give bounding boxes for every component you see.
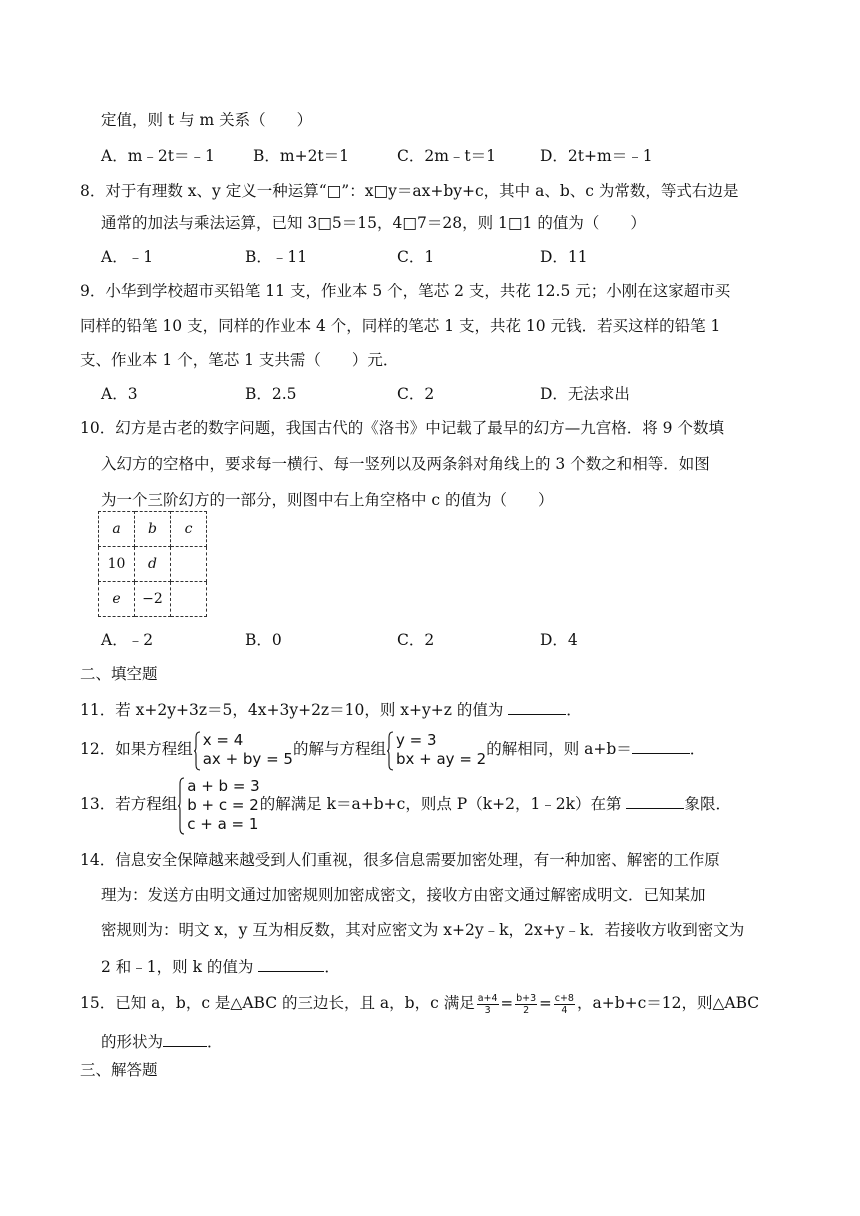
equation-system [177,777,259,834]
q8-line2: 通常的加法与乘法运算，已知 3□5＝15，4□7＝28，则 1□1 的值为（ ） [101,214,646,232]
grid-cell: −2 [135,582,171,617]
equation-line: bx + ay = 2 [395,750,487,768]
grid-cell: a [99,512,135,547]
q12-prefix: 12．如果方程组 [80,740,193,758]
fraction [554,993,575,1016]
equation-line: x = 4 [202,731,244,749]
equation-system [193,731,293,769]
brace-icon [386,731,394,771]
q8-option-c: C．1 [397,248,435,266]
answer-blank[interactable] [508,698,566,715]
q11-suffix: ． [566,701,582,719]
q7-text: 定值，则 t 与 m 关系（ ） [101,111,313,129]
q9-line3: 支、作业本 1 个，笔芯 1 支共需（ ）元． [80,351,399,369]
fraction-numerator: b+3 [516,992,537,1004]
q12-middle: 的解与方程组 [292,740,386,758]
q8-line1: 8．对于有理数 x、y 定义一种运算“□”：x□y＝ax+by+c，其中 a、b、c 为常数，等式右边是 [80,182,739,200]
brace-icon [177,777,185,835]
q10-option-d: D．4 [540,631,578,649]
section-title: 三、解答题 [80,1061,158,1079]
q14-line4 [101,955,340,977]
q10-option-b: B．0 [245,631,282,649]
equation-line: y = 3 [395,731,437,749]
grid-cell: 10 [99,547,135,582]
q11-text [80,698,582,720]
q10-line3: 为一个三阶幻方的一部分，则图中右上角空格中 c 的值为（ ） [101,491,554,509]
q9-option-c: C．2 [397,385,435,403]
answer-blank[interactable] [626,792,684,809]
grid-cell: e [99,582,135,617]
q15-prefix: 15．已知 a，b，c 是△ABC 的三边长，且 a，b，c 满足 [80,994,475,1012]
q12-suffix: 的解相同，则 a+b＝ [486,740,632,758]
q10-line1: 10．幻方是古老的数字问题，我国古代的《洛书》中记载了最早的幻方—九宫格．将 9 个数填 [80,419,724,437]
q10-option-c: C．2 [397,631,435,649]
equals-sign: = [539,994,552,1012]
fraction-denominator: 3 [484,1004,491,1016]
q8-option-a: A．﹣1 [101,248,154,266]
q10-option-a: A．﹣2 [101,631,154,649]
q9-option-b: B．2.5 [245,385,297,403]
q9-line2: 同样的铅笔 10 支，同样的作业本 4 个，同样的笔芯 1 支，共花 10 元钱．若买这样的铅笔 1 [80,317,721,335]
q7-option-a: A．m﹣2t＝﹣1 [101,147,215,165]
q13-suffix: 的解满足 k＝a+b+c，则点 P（k+2，1﹣2k）在第 [259,795,627,813]
q8-option-d: D．11 [540,248,588,266]
fraction-numerator: a+4 [477,992,498,1004]
q14-suffix: ． [324,958,340,976]
q9-option-a: A．3 [101,385,138,403]
fraction [477,993,499,1016]
equation-line: ax + by = 5 [202,750,293,768]
q15-line1 [80,985,759,1021]
q14-line3: 密规则为：明文 x，y 互为相反数，其对应密文为 x+2y﹣k，2x+y﹣k．若接收方收到密文为 [101,921,745,939]
q14-line2: 理为：发送方由明文通过加密规则加密成密文，接收方由密文通过解密成明文．已知某加 [101,886,706,904]
fraction-numerator: c+8 [554,992,574,1004]
q15-line2-prefix: 的形状为 [101,1033,164,1051]
grid-cell: d [135,547,171,582]
grid-cell: b [135,512,171,547]
q14-prefix: 2 和﹣1，则 k 的值为 [101,958,259,976]
section-title: 二、填空题 [80,665,158,683]
equation-line: a + b = 3 [187,776,260,795]
grid-cell: c [171,512,207,547]
answer-blank[interactable] [632,737,690,754]
fraction [515,993,537,1016]
q13-text [80,774,731,834]
q13-end: 象限． [684,795,731,813]
q12-end: ． [689,740,706,758]
grid-cell [171,582,207,617]
fraction-denominator: 4 [561,1004,568,1016]
magic-square-grid [98,511,207,617]
fraction-denominator: 2 [523,1004,530,1016]
q7-option-b: B．m+2t＝1 [253,147,350,165]
q15-line2 [101,1030,223,1052]
brace-icon [193,731,201,771]
answer-blank[interactable] [258,955,324,972]
q15-line2-suffix: ． [207,1033,223,1051]
q12-text [80,729,705,769]
q15-suffix: ，a+b+c＝12，则△ABC [576,994,760,1012]
q9-line1: 9．小华到学校超市买铅笔 11 支，作业本 5 个，笔芯 2 支，共花 12.5 元；小刚在这家超市买 [80,282,731,300]
q8-option-b: B．﹣11 [245,248,308,266]
equation-system [386,731,486,769]
q7-option-d: D．2t+m＝﹣1 [540,147,653,165]
q9-option-d: D．无法求出 [540,385,630,403]
q13-prefix: 13．若方程组 [80,795,178,813]
grid-cell [171,547,207,582]
equation-line: c + a = 1 [187,814,259,833]
q11-prefix: 11．若 x+2y+3z＝5，4x+3y+2z＝10，则 x+y+z 的值为 [80,701,509,719]
answer-blank[interactable] [163,1030,207,1047]
equation-line: b + c = 2 [187,795,259,814]
q14-line1: 14．信息安全保障越来越受到人们重视，很多信息需要加密处理，有一种加密、解密的工作原 [80,851,720,869]
q10-line2: 入幻方的空格中，要求每一横行、每一竖列以及两条斜对角线上的 3 个数之和相等．如图 [101,455,710,473]
q7-option-c: C．2m﹣t＝1 [397,147,497,165]
equals-sign: = [500,994,514,1012]
